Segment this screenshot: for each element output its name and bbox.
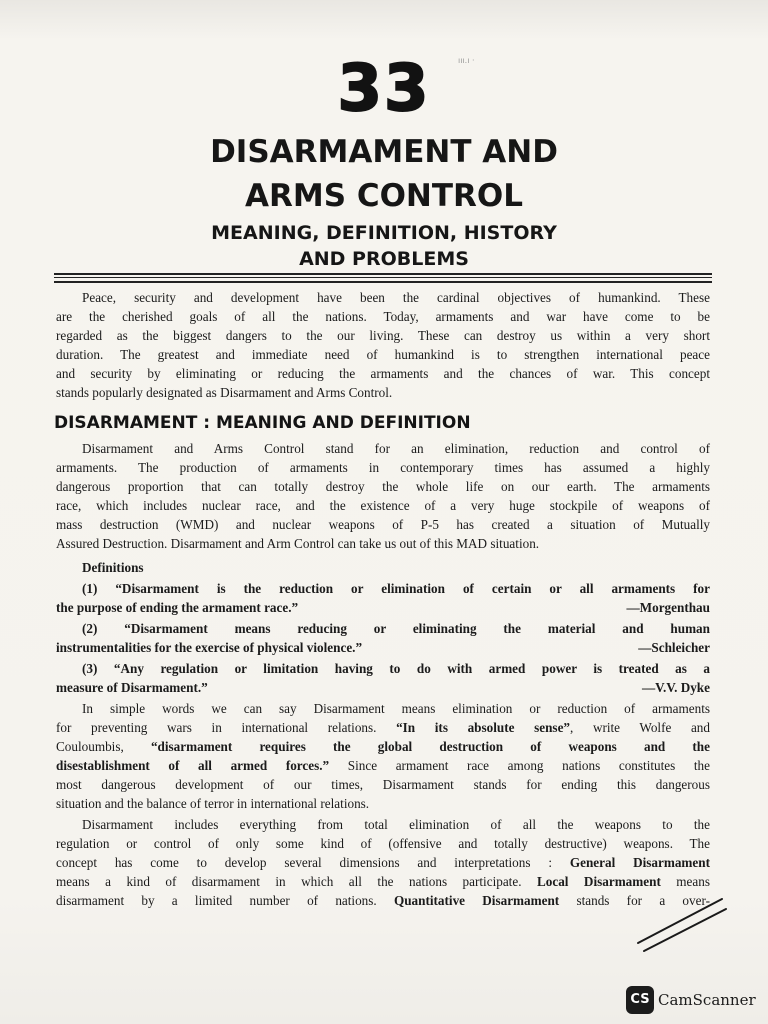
definition-1-author: —Morgenthau xyxy=(626,600,710,615)
chapter-title-line2: ARMS CONTROL xyxy=(244,178,523,214)
para2-text: Couloumbis, xyxy=(56,739,151,754)
chapter-title-line1: DISARMAMENT AND xyxy=(210,134,558,170)
definition-2-author: —Schleicher xyxy=(638,640,710,655)
camscanner-logo-icon: CS xyxy=(626,986,654,1014)
para3-term: General Disarmament xyxy=(569,855,710,870)
definition-1-line1: (1) “Disarmament is the reduction or elimination of certain or all armaments for xyxy=(82,581,710,596)
definition-3-line1: (3) “Any regulation or limitation having to do with armed power is treated as a xyxy=(82,661,710,676)
intro-line: are the cherished goals of all the nations. Today, armaments and war have come to be xyxy=(56,309,710,324)
para2-line xyxy=(56,757,710,775)
para2-quote: “disarmament requires the global destruction of weapons and the xyxy=(150,739,710,754)
title-divider-bottom xyxy=(54,281,712,283)
para2-text: , write Wolfe and xyxy=(570,720,710,735)
para3-line xyxy=(56,892,710,910)
title-divider-top xyxy=(54,273,712,275)
intro-line: Peace, security and development have been the cardinal objectives of humankind. These xyxy=(82,290,710,305)
para3-line xyxy=(56,873,710,891)
para3-text: means a kind of disarmament in which all the nations participate. xyxy=(56,874,537,889)
para3-term: Quantitative Disarmament xyxy=(393,893,560,908)
chapter-subtitle-line1: MEANING, DEFINITION, HISTORY xyxy=(211,222,557,244)
definitions-label: Definitions xyxy=(82,560,144,575)
intro-line: duration. The greatest and immediate need of humankind is to strengthen international peace xyxy=(56,347,710,362)
definition-3-line2 xyxy=(56,679,710,697)
para1-line: dangerous proportion that can totally destroy the whole life on our earth. The armaments xyxy=(56,479,710,494)
intro-line: and security by eliminating or reducing the armaments and the chances of war. This concept xyxy=(56,366,710,381)
para3-text: stands for a over- xyxy=(559,893,710,908)
para2-line xyxy=(56,719,710,737)
section-heading: DISARMAMENT : MEANING AND DEFINITION xyxy=(54,413,471,433)
intro-line: regarded as the biggest dangers to the our living. These can destroy us within a very short xyxy=(56,328,710,343)
title-divider-middle xyxy=(54,277,712,278)
para3-line: Disarmament includes everything from total elimination of all the weapons to the xyxy=(82,817,710,832)
para2-quote: disestablishment of all armed forces.” xyxy=(56,758,330,773)
para1-line: Disarmament and Arms Control stand for an elimination, reduction and control of xyxy=(82,441,710,456)
definition-2-line1: (2) “Disarmament means reducing or eliminating the material and human xyxy=(82,621,710,636)
definition-2-text: instrumentalities for the exercise of physical violence.” xyxy=(56,640,363,655)
para3-text: disarmament by a limited number of nations. xyxy=(56,893,394,908)
intro-line: stands popularly designated as Disarmament and Arms Control. xyxy=(56,385,393,400)
para1-line: mass destruction (WMD) and nuclear weapons of P-5 has created a situation of Mutually xyxy=(56,517,710,532)
definition-1-text: the purpose of ending the armament race.” xyxy=(56,600,299,615)
para3-line xyxy=(56,854,710,872)
para3-line: regulation or control of only some kind of (offensive and totally destructive) weapons. The xyxy=(56,836,710,851)
definition-1-line2 xyxy=(56,599,710,617)
para3-text: means xyxy=(660,874,710,889)
para2-line: In simple words we can say Disarmament means elimination or reduction of armaments xyxy=(82,701,710,716)
pen-scribble-mark xyxy=(630,895,730,955)
para2-line xyxy=(56,738,710,756)
para2-quote: “In its absolute sense” xyxy=(396,720,571,735)
para3-text: concept has come to develop several dimensions and interpretations : xyxy=(56,855,570,870)
scan-artifact-mark: ııı.ı · xyxy=(458,56,475,65)
para3-term: Local Disarmament xyxy=(536,874,661,889)
chapter-number: 33 xyxy=(337,52,431,126)
para1-line: Assured Destruction. Disarmament and Arm Control can take us out of this MAD situation. xyxy=(56,536,540,551)
para2-text: for preventing wars in international relations. xyxy=(56,720,397,735)
definition-3-author: —V.V. Dyke xyxy=(641,680,710,695)
para2-line: most dangerous development of our times, Disarmament stands for ending this dangerous xyxy=(56,777,710,792)
para1-line: armaments. The production of armaments in contemporary times has assumed a highly xyxy=(56,460,710,475)
para1-line: race, which includes nuclear race, and the existence of a very huge stockpile of weapons of xyxy=(56,498,710,513)
definition-3-text: measure of Disarmament.” xyxy=(56,680,208,695)
definition-2-line2 xyxy=(56,639,710,657)
para2-line: situation and the balance of terror in international relations. xyxy=(56,796,370,811)
para2-text: Since armament race among nations constitutes the xyxy=(329,758,711,773)
camscanner-watermark: CamScanner xyxy=(658,991,756,1009)
chapter-subtitle-line2: AND PROBLEMS xyxy=(299,248,469,270)
